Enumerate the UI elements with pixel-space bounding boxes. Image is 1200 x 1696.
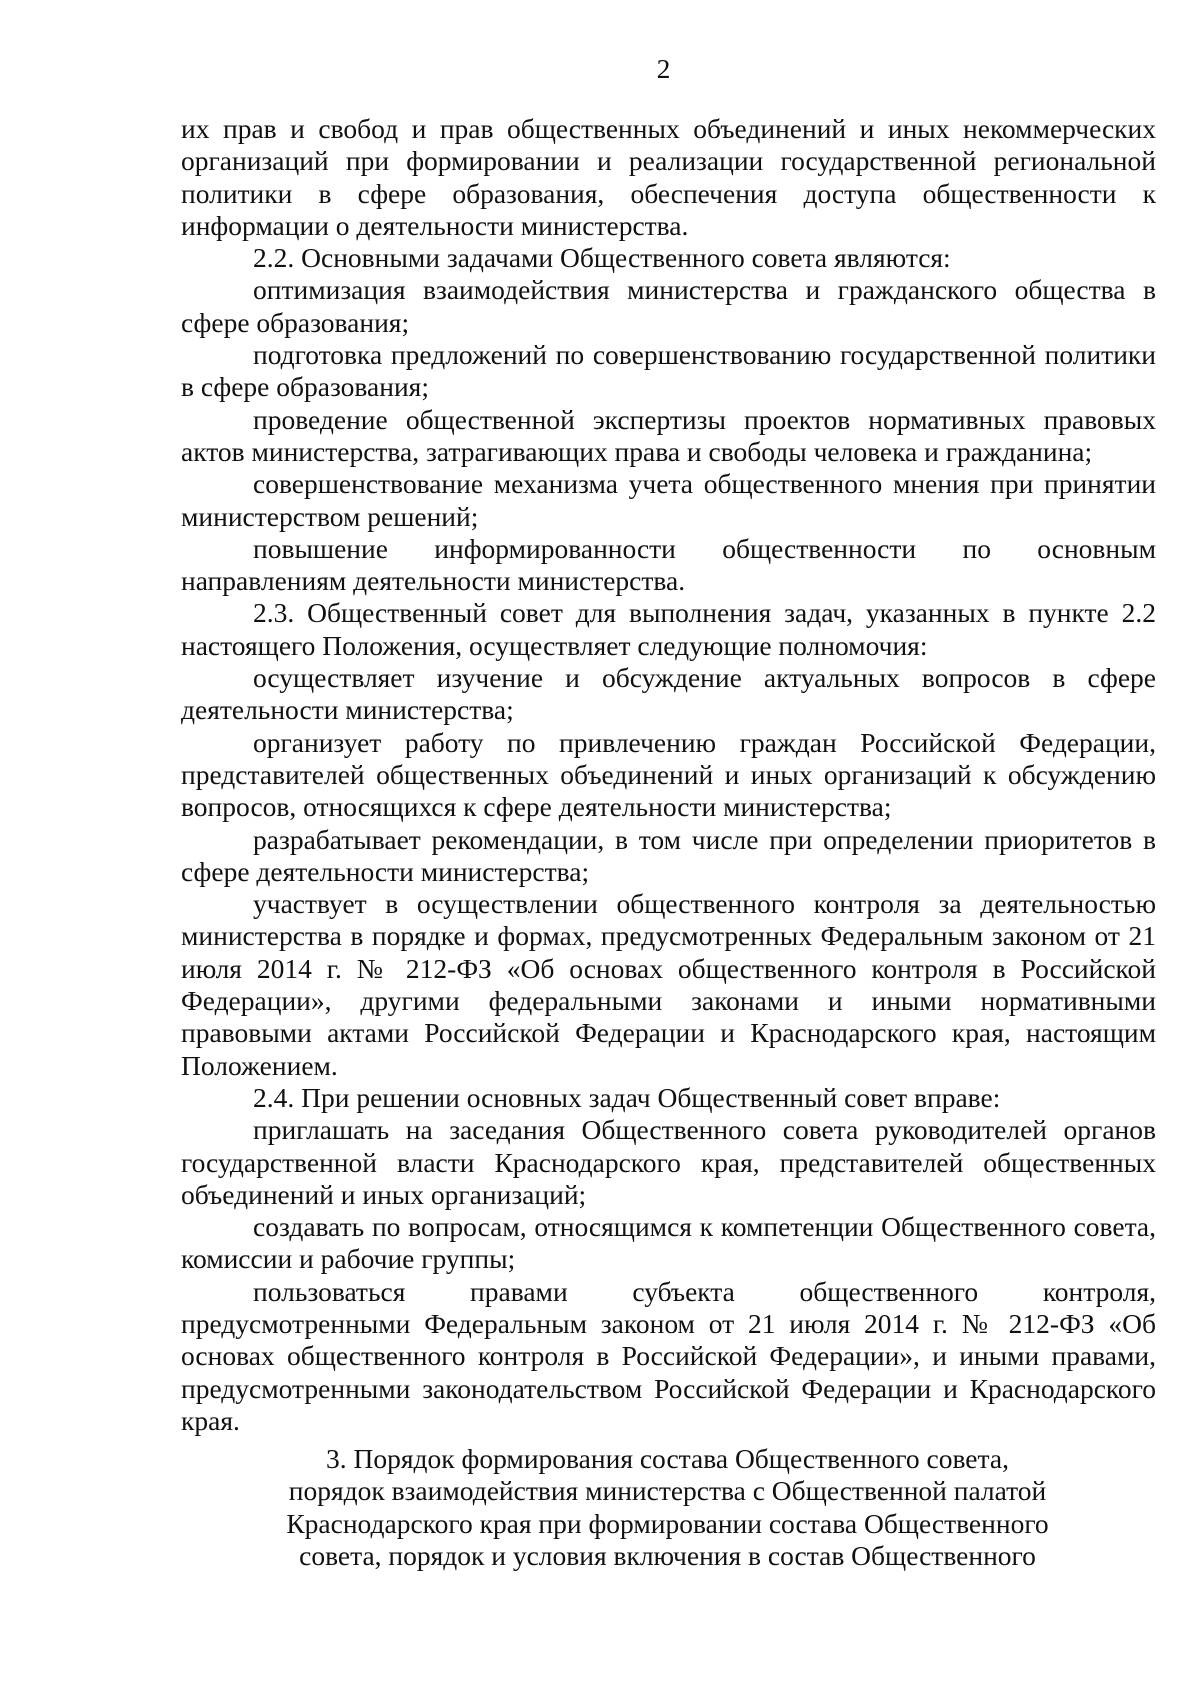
section-heading-line: порядок взаимодействия министерства с Общественной палатой (288, 1475, 1047, 1507)
list-item-task: совершенствование механизма учета общественного мнения при принятии министерством решений; (181, 468, 1156, 532)
list-item-power: участвует в осуществлении общественного контроля за деятельностью министерства в порядке и формах, предусмотренных Федеральным законом от 21 июля 2014 г. № 212-ФЗ «Об основах общественного контроля в Российской Федерации», другими федеральными законами и иными нормативными правовыми актами Российской Федерации и Краснодарского края, настоящим Положением. (181, 888, 1156, 1081)
paragraph-continuation: их прав и свобод и прав общественных объединений и иных некоммерческих организаций при формировании и реализации государственной региональной политики в сфере образования, обеспечения доступа общественности к информации о деятельности министерства. (181, 113, 1156, 241)
page-number: 2 (656, 53, 671, 84)
list-item-power: организует работу по привлечению граждан Российской Федерации, представителей общественных объединений и иных организаций к обсуждению вопросов, относящихся к сфере деятельности министерства; (181, 726, 1156, 823)
list-item-power: осуществляет изучение и обсуждение актуальных вопросов в сфере деятельности министерства; (181, 662, 1156, 726)
list-item-right: приглашать на заседания Общественного совета руководителей органов государственной власти Краснодарского края, представителей общественных объединений и иных организаций; (181, 1114, 1156, 1210)
section-heading-line: Краснодарского края при формировании состава Общественного (286, 1507, 1049, 1539)
list-item-right: пользоваться правами субъекта общественного контроля, предусмотренными Федеральным законом от 21 июля 2014 г. № 212-ФЗ «Об основах общественного контроля в Российской Федерации», и иными правами, предусмотренными законодательством Российской Федерации и Краснодарского края. (181, 1275, 1156, 1436)
paragraph-clause-2-4: 2.4. При решении основных задач Общественный совет вправе: (253, 1081, 1001, 1113)
list-item-task: повышение информированности общественности по основным направлениям деятельности министерства. (181, 532, 1156, 597)
section-heading-line: совета, порядок и условия включения в состав Общественного (299, 1539, 1036, 1571)
paragraph-clause-2-3: 2.3. Общественный совет для выполнения задач, указанных в пункте 2.2 настоящего Положения, осуществляет следующие полномочия: (181, 597, 1156, 661)
section-heading (250, 1443, 1085, 1572)
list-item-task: проведение общественной экспертизы проектов нормативных правовых актов министерства, затрагивающих права и свободы человека и гражданина; (181, 403, 1156, 467)
document-body (181, 113, 1156, 1437)
section-heading-line: 3. Порядок формирования состава Общественного совета, (326, 1443, 1009, 1474)
list-item-right: создавать по вопросам, относящимся к компетенции Общественного совета, комиссии и рабочие группы; (181, 1211, 1156, 1275)
list-item-task: оптимизация взаимодействия министерства и гражданского общества в сфере образования; (181, 274, 1156, 338)
paragraph-clause-2-2: 2.2. Основными задачами Общественного совета являются: (253, 242, 951, 274)
list-item-power: разрабатывает рекомендации, в том числе при определении приоритетов в сфере деятельности министерства; (181, 823, 1156, 887)
list-item-task: подготовка предложений по совершенствованию государственной политики в сфере образования; (181, 339, 1156, 403)
